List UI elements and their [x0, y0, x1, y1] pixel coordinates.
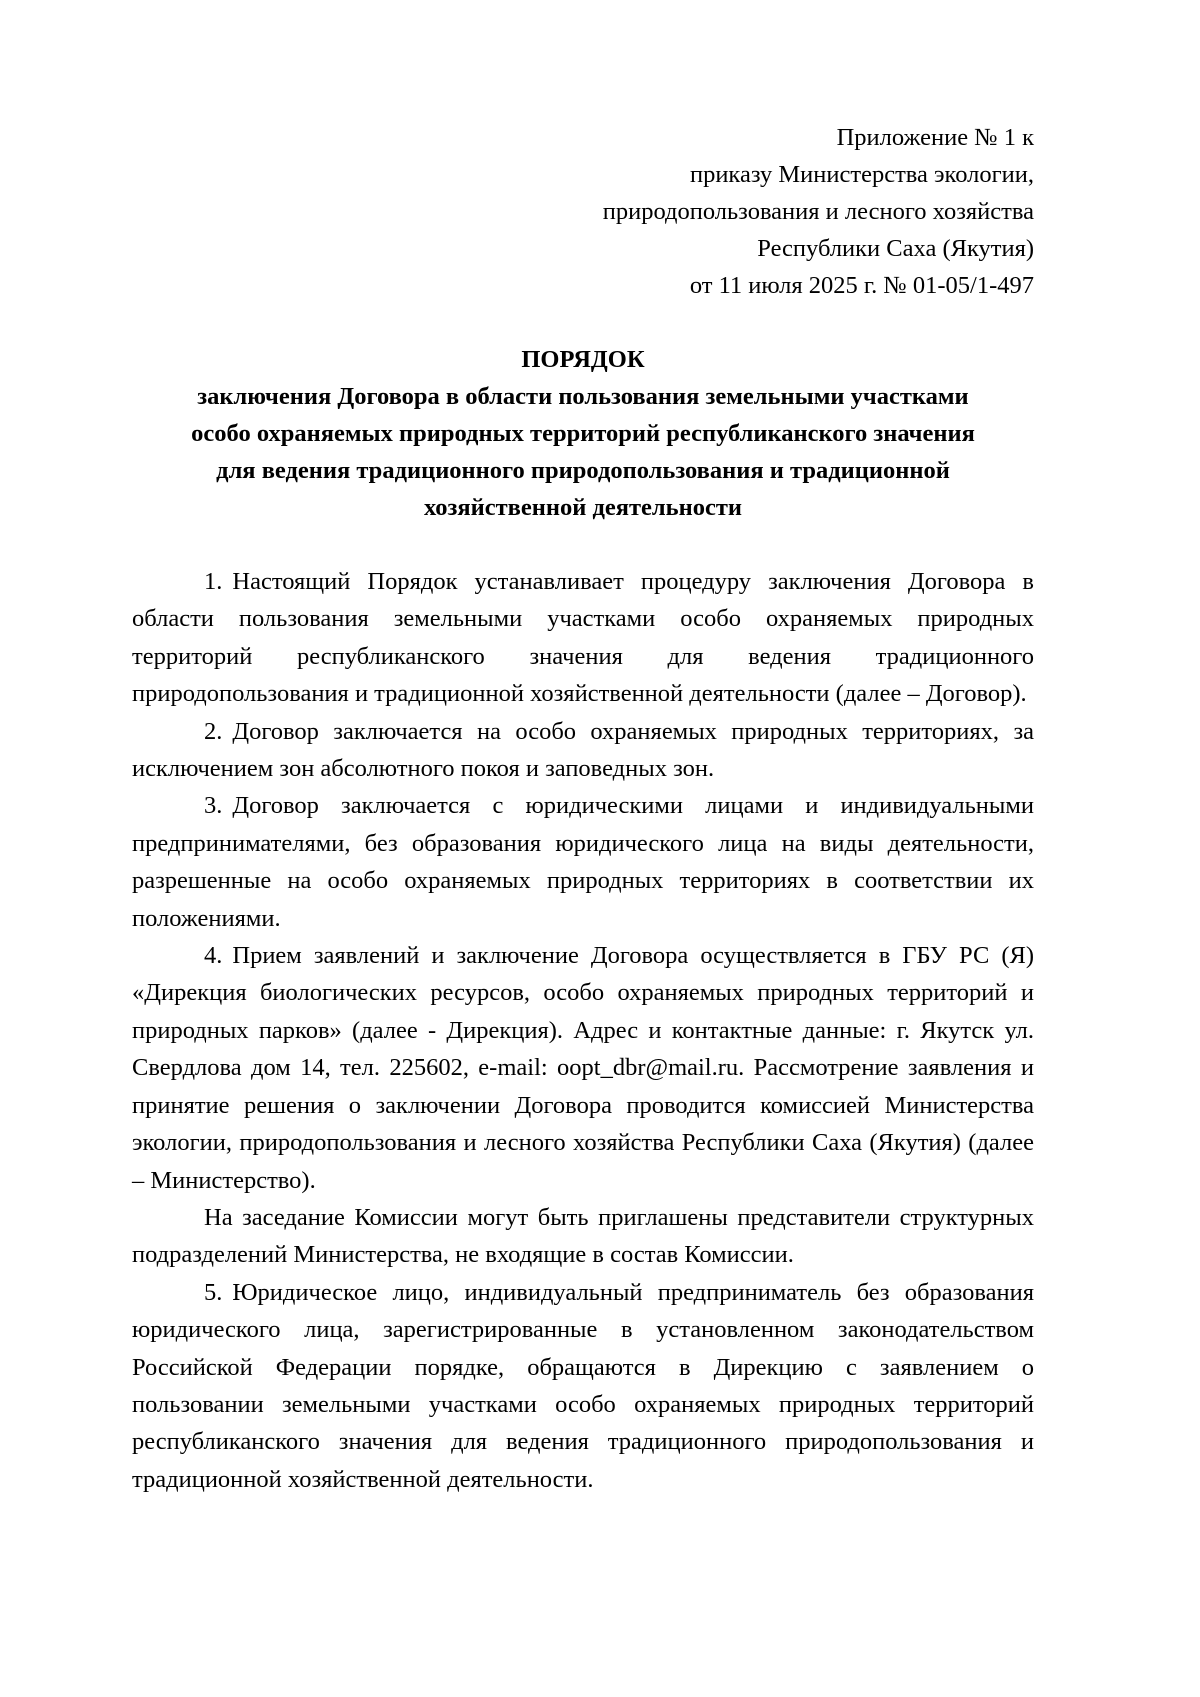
annex-line: приказу Министерства экологии,: [689, 161, 1034, 188]
paragraph-number: 3.: [204, 792, 223, 820]
paragraph-number: 1.: [204, 568, 223, 595]
annex-reference: [132, 0, 1034, 304]
paragraph-text: Договор заключается на особо охраняемых природных территориях, за исключением зон абсолютного покоя и заповедных зон.: [132, 717, 1034, 783]
paragraph-text: Прием заявлений и заключение Договора осуществляется в ГБУ РС (Я) «Дирекция биологических ресурсов, особо охраняемых природных территорий и природных парков» (далее - Дирекция). Адрес и контактные данные: г. Якутск ул. Свердлова дом 14, тел. 225602, e-mail: oopt_dbr@mail.ru. Рассмотрение заявления и принятие решения о заключении Договора проводится комиссией Министерства экологии, природопользования и лесного хозяйства Республики Саха (Якутия) (далее – Министерство).: [132, 942, 1034, 1194]
paragraph-text: На заседание Комиссии могут быть приглашены представители структурных подразделений Министерства, не входящие в состав Комиссии.: [132, 1203, 1034, 1269]
paragraph-4: [132, 937, 1034, 1199]
title-line: для ведения традиционного природопользования и традиционной: [216, 457, 950, 484]
paragraph-1: [132, 563, 1034, 713]
paragraph-number: 4.: [204, 942, 223, 970]
title-heading: ПОРЯДОК: [521, 346, 645, 373]
document-body: [132, 563, 1034, 1498]
document-title: [132, 341, 1034, 526]
title-line: особо охраняемых природных территорий республиканского значения: [191, 420, 975, 447]
paragraph-number: 5.: [204, 1278, 223, 1306]
annex-line: природопользования и лесного хозяйства: [602, 198, 1034, 225]
title-line: заключения Договора в области пользования земельными участками: [197, 383, 969, 410]
paragraph-number: 2.: [204, 717, 223, 745]
paragraph-5: [132, 1274, 1034, 1498]
paragraph-text: Договор заключается с юридическими лицами и индивидуальными предпринимателями, без образования юридического лица на виды деятельности, разрешенные на особо охраняемых природных территориях в соответствии их положениями.: [132, 792, 1034, 932]
paragraph-4-commission-note: [132, 1199, 1034, 1274]
annex-line: Приложение № 1 к: [836, 124, 1034, 151]
paragraph-3: [132, 787, 1034, 937]
annex-line: Республики Саха (Якутия): [757, 235, 1034, 262]
annex-line: от 11 июля 2025 г. № 01-05/1-497: [689, 272, 1034, 299]
paragraph-text: Юридическое лицо, индивидуальный предприниматель без образования юридического лица, зарегистрированные в установленном законодательством Российской Федерации порядке, обращаются в Дирекцию с заявлением о пользовании земельными участками особо охраняемых природных территорий республиканского значения для ведения традиционного природопользования и традиционной хозяйственной деятельности.: [132, 1278, 1034, 1493]
paragraph-text: Настоящий Порядок устанавливает процедуру заключения Договора в области пользования земельными участками особо охраняемых природных территорий республиканского значения для ведения традиционного природопользования и традиционной хозяйственной деятельности (далее – Договор).: [132, 568, 1034, 708]
paragraph-2: [132, 713, 1034, 788]
title-line: хозяйственной деятельности: [423, 494, 743, 521]
